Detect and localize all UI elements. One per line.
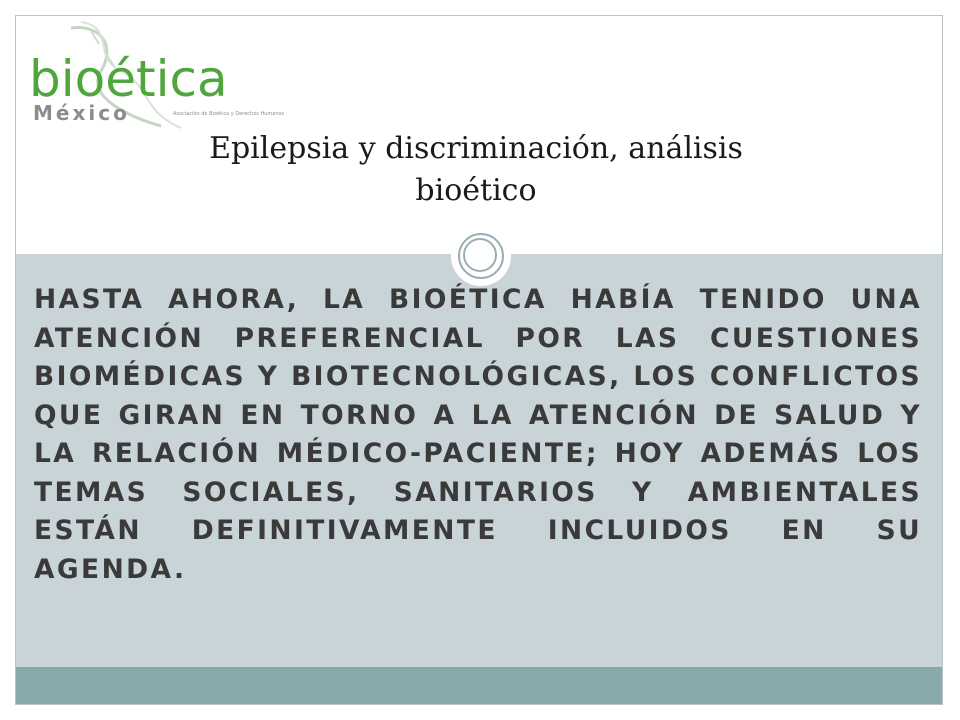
bioetica-mexico-logo <box>21 16 326 134</box>
inner-ring <box>463 238 497 272</box>
logo-tagline: Asociación de Bioética y Derechos Humanos <box>173 111 285 117</box>
body-text: HASTA AHORA, LA BIOÉTICA HABÍA TENIDO UNA ATENCIÓN PREFERENCIAL POR LAS CUESTIONES BIOMÉDICAS Y BIOTECNOLÓGICAS, LOS CONFLICTOS QUE GIRAN EN TORNO A LA ATENCIÓN DE SALUD Y LA RELACIÓN MÉDICO-PACIENTE; HOY ADEMÁS LOS TEMAS SOCIALES, SANITARIOS Y AMBIENTALES ESTÁN DEFINITIVAMENTE INCLUIDOS EN SU AGENDA. <box>34 284 922 585</box>
footer-band <box>16 667 942 704</box>
title-panel <box>16 16 942 254</box>
slide-title: Epilepsia y discriminación, análisis bioético <box>209 131 743 208</box>
logo-wordmark: bioética <box>29 50 228 108</box>
slide <box>15 15 943 705</box>
logo-country: México <box>33 101 130 125</box>
circle-ring-ornament-icon <box>451 226 511 286</box>
